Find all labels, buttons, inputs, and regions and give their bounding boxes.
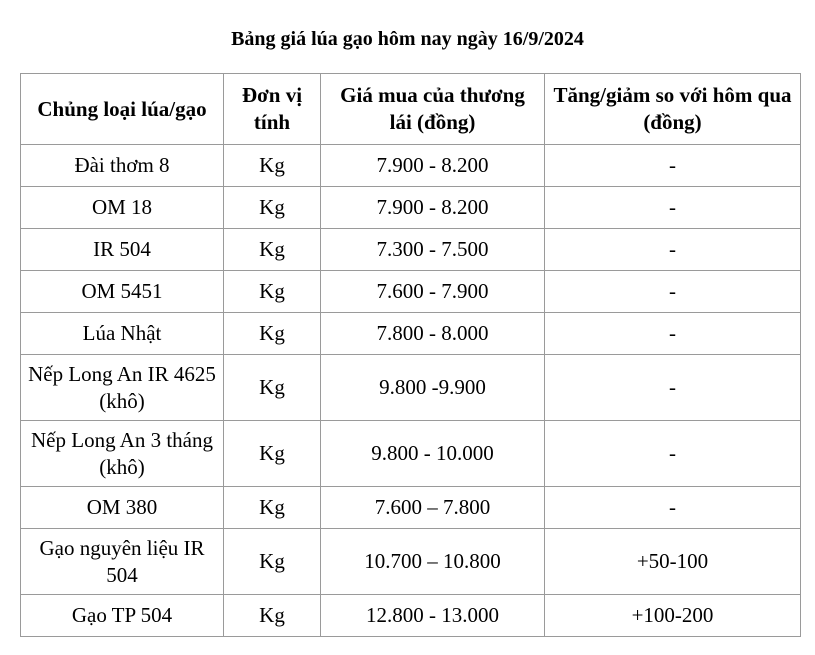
cell-price: 7.300 - 7.500 bbox=[321, 229, 545, 271]
header-variety: Chủng loại lúa/gạo bbox=[21, 74, 224, 145]
table-row bbox=[21, 421, 801, 487]
cell-change: +100-200 bbox=[545, 595, 801, 637]
table-row bbox=[21, 595, 801, 637]
cell-unit: Kg bbox=[224, 313, 321, 355]
cell-change: - bbox=[545, 355, 801, 421]
table-row bbox=[21, 271, 801, 313]
cell-unit: Kg bbox=[224, 355, 321, 421]
cell-variety: Nếp Long An IR 4625 (khô) bbox=[21, 355, 224, 421]
cell-unit: Kg bbox=[224, 271, 321, 313]
cell-change: +50-100 bbox=[545, 529, 801, 595]
table-row bbox=[21, 229, 801, 271]
cell-variety: Lúa Nhật bbox=[21, 313, 224, 355]
table-row bbox=[21, 487, 801, 529]
cell-price: 7.900 - 8.200 bbox=[321, 145, 545, 187]
cell-variety: OM 380 bbox=[21, 487, 224, 529]
cell-variety: Đài thơm 8 bbox=[21, 145, 224, 187]
cell-variety: Nếp Long An 3 tháng (khô) bbox=[21, 421, 224, 487]
cell-price: 7.600 – 7.800 bbox=[321, 487, 545, 529]
cell-change: - bbox=[545, 187, 801, 229]
cell-unit: Kg bbox=[224, 421, 321, 487]
cell-price: 9.800 -9.900 bbox=[321, 355, 545, 421]
cell-price: 7.900 - 8.200 bbox=[321, 187, 545, 229]
cell-unit: Kg bbox=[224, 229, 321, 271]
cell-variety: OM 5451 bbox=[21, 271, 224, 313]
header-change: Tăng/giảm so với hôm qua (đồng) bbox=[545, 74, 801, 145]
cell-change: - bbox=[545, 271, 801, 313]
table-row bbox=[21, 187, 801, 229]
table-row bbox=[21, 355, 801, 421]
cell-price: 7.600 - 7.900 bbox=[321, 271, 545, 313]
cell-change: - bbox=[545, 421, 801, 487]
cell-price: 7.800 - 8.000 bbox=[321, 313, 545, 355]
cell-change: - bbox=[545, 145, 801, 187]
table-header-row bbox=[21, 74, 801, 145]
cell-unit: Kg bbox=[224, 595, 321, 637]
cell-unit: Kg bbox=[224, 187, 321, 229]
cell-change: - bbox=[545, 229, 801, 271]
cell-price: 10.700 – 10.800 bbox=[321, 529, 545, 595]
header-purchase-price: Giá mua của thương lái (đồng) bbox=[321, 74, 545, 145]
cell-price: 9.800 - 10.000 bbox=[321, 421, 545, 487]
cell-change: - bbox=[545, 487, 801, 529]
cell-unit: Kg bbox=[224, 145, 321, 187]
table-row bbox=[21, 313, 801, 355]
table-row bbox=[21, 529, 801, 595]
cell-change: - bbox=[545, 313, 801, 355]
cell-variety: OM 18 bbox=[21, 187, 224, 229]
cell-variety: Gạo nguyên liệu IR 504 bbox=[21, 529, 224, 595]
page-title: Bảng giá lúa gạo hôm nay ngày 16/9/2024 bbox=[231, 28, 584, 50]
cell-price: 12.800 - 13.000 bbox=[321, 595, 545, 637]
cell-unit: Kg bbox=[224, 529, 321, 595]
table-row bbox=[21, 145, 801, 187]
header-unit: Đơn vị tính bbox=[224, 74, 321, 145]
cell-variety: Gạo TP 504 bbox=[21, 595, 224, 637]
cell-unit: Kg bbox=[224, 487, 321, 529]
rice-price-table bbox=[20, 73, 801, 637]
cell-variety: IR 504 bbox=[21, 229, 224, 271]
